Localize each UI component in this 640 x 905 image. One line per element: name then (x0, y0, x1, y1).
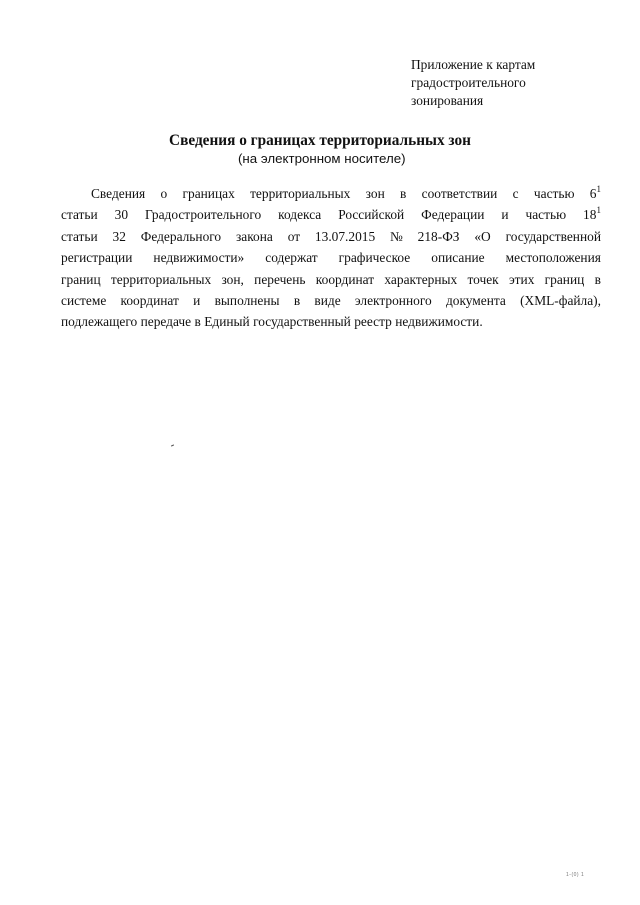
word: государственный (253, 314, 351, 330)
word: частью (533, 186, 575, 201)
word: точек (467, 271, 499, 287)
word: виде (314, 292, 341, 308)
word: перечень (254, 271, 306, 287)
word: описание (431, 250, 485, 266)
word: № (390, 228, 403, 244)
paragraph-line (61, 226, 601, 247)
word: статьи (61, 228, 98, 244)
paragraph-line (61, 290, 601, 311)
word: границ (544, 271, 585, 287)
word: графическое (338, 250, 411, 266)
word: недвижимости» (153, 250, 245, 266)
word: зон, (221, 271, 244, 287)
word: соответствии (421, 186, 498, 201)
word: 13.07.2015 (314, 228, 376, 244)
paragraph-line (61, 269, 601, 290)
word: статьи (61, 207, 98, 223)
stray-mark (171, 444, 174, 446)
word: недвижимости. (395, 314, 483, 330)
word: характерных (384, 271, 458, 287)
word: в (194, 314, 201, 330)
word: закона (235, 228, 273, 244)
word: «О (474, 228, 491, 244)
word: (XML-файла), (520, 292, 601, 308)
word: 218-ФЗ (417, 228, 460, 244)
word: системе (61, 292, 107, 308)
word: Федерального (140, 228, 222, 244)
paragraph-line (61, 311, 601, 332)
word: реестр (354, 314, 392, 330)
word: территориальных (250, 186, 351, 201)
word: этих (508, 271, 535, 287)
word: Российской (338, 207, 405, 223)
word: зон (365, 186, 385, 201)
word: в (400, 186, 407, 201)
word: Федерации (421, 207, 485, 223)
word: и (501, 207, 509, 223)
word: от (287, 228, 301, 244)
word: регистрации (61, 250, 133, 266)
word: электронного (354, 292, 432, 308)
word: в (293, 292, 301, 308)
document-title: Сведения о границах территориальных зон (169, 132, 471, 149)
word: выполнены (214, 292, 280, 308)
appendix-note (411, 56, 611, 110)
word: 32 (112, 228, 126, 244)
word: кодекса (278, 207, 322, 223)
paragraph-line (61, 204, 601, 225)
word: о (160, 186, 168, 201)
word: Единый (204, 314, 250, 330)
word: территориальных (110, 271, 212, 287)
appendix-line: градостроительного (411, 75, 526, 90)
word: государственной (505, 228, 601, 244)
body-paragraph (61, 183, 601, 333)
word: документа (445, 292, 506, 308)
word: и (193, 292, 201, 308)
document-subtitle: (на электронном носителе) (238, 151, 406, 166)
word: передаче (140, 314, 192, 330)
paragraph-line (61, 183, 601, 204)
word: с (512, 186, 519, 201)
footer-mark: 1-(0) 1 (566, 872, 585, 878)
appendix-line: зонирования (411, 93, 484, 108)
word: границ (61, 271, 101, 287)
word: координат (120, 292, 179, 308)
word: частью (525, 207, 567, 223)
word: Сведения (91, 186, 146, 201)
word: границах (182, 186, 235, 201)
word: $6^1$ (589, 183, 601, 201)
appendix-line: Приложение к картам (411, 57, 536, 72)
word: Градостроительного (144, 207, 262, 223)
word: в (594, 271, 601, 287)
word: содержат (265, 250, 318, 266)
paragraph-line (61, 247, 601, 268)
word: 30 (114, 207, 129, 223)
word: местоположения (505, 250, 601, 266)
word: подлежащего (61, 314, 138, 330)
word: координат (315, 271, 375, 287)
word: $18^1$ (583, 204, 601, 223)
